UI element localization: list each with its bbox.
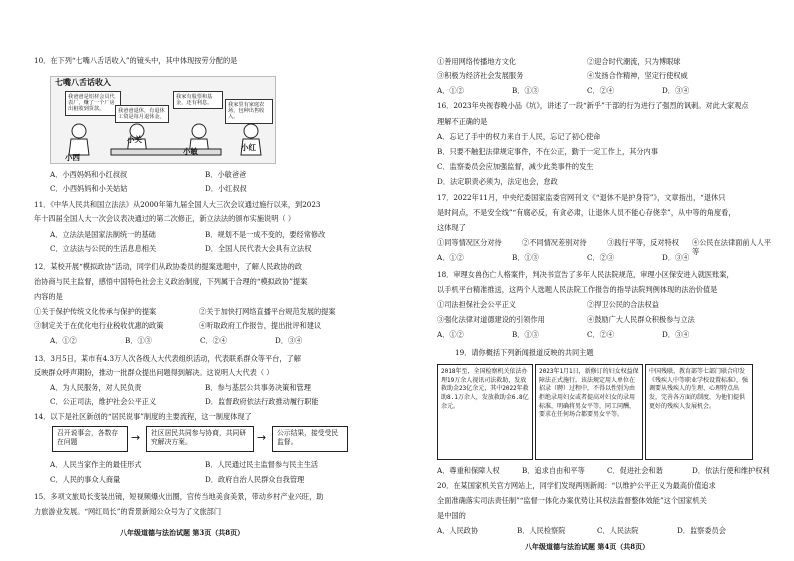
- q10-option-b[interactable]: B．小敏爸爸: [205, 170, 247, 179]
- name-xiaoguan: 小关: [127, 135, 142, 144]
- q10-options-row2: [50, 184, 360, 193]
- q17-item-1: ①同等情况区分对待: [437, 238, 502, 247]
- q12-item-2: ②关于加快打网络直播平台规范发展的提案: [199, 307, 336, 316]
- q15-item-3: ③积极为经济社会发展服务: [437, 71, 524, 80]
- speech-bubble-4: 我家里有家庭农场，包种出售收入。: [225, 99, 273, 124]
- q16-option-a[interactable]: A．忘记了手中的权力来自于人民，忘记了初心使命: [437, 132, 601, 141]
- q12-items-row2: [34, 321, 364, 330]
- q11-line2: 年十四届全国人大一次会议表决通过的第二次修正，新立法法的颁布实施说明（ ）: [34, 214, 296, 223]
- q13-line2: 反映群众呼声期盼，推动一批群众提出问题得到解决。这说明人大代表（ ）: [34, 368, 274, 377]
- q19-option-d[interactable]: D．依法行使和维护权利: [692, 466, 770, 475]
- speech-bubble-2: 我爸爸退休，有退休工资是每月退休金。: [115, 105, 169, 123]
- q18-item-1: ①司法担保社会公平正义: [437, 300, 517, 309]
- q12-line2: 治协商与民主监督，感悟中国特色社会主义政治制度，下列属于合理的“模拟政协”提案: [34, 277, 308, 286]
- q17-item-2: ②不同情况差别对待: [522, 238, 587, 247]
- name-xiaoxi: 小西: [65, 153, 80, 162]
- q15-line1: 15．多项文旅局长变装出镜，短视频爆火出圈，官传当地美食美景，带动乡村产业兴旺，助: [34, 492, 324, 501]
- q12-options: [50, 336, 350, 345]
- q18-options: [437, 330, 737, 339]
- q18-option-b[interactable]: B．①③: [512, 330, 539, 339]
- q19-options: [437, 466, 777, 475]
- flow-arrow-1: →: [131, 431, 141, 444]
- q13-options-row2: [50, 397, 360, 406]
- q10-option-d[interactable]: D．小红叔叔: [205, 184, 247, 193]
- page-footer-left: 八年级道德与法治试题 第3页（共8页）: [120, 528, 245, 537]
- q17-line3: 这体现了: [437, 223, 466, 232]
- q18-option-c[interactable]: C．②④: [587, 330, 615, 339]
- q18-item-4: ④鼓励广大人民群众积极参与立法: [587, 315, 695, 324]
- q10-stem: 10．在下列“七嘴八舌话收入”的镜头中，其中体现按劳分配的是: [34, 56, 238, 65]
- q12-line3: 内容的是: [34, 292, 63, 301]
- speech-bubble-3: 我家有股票和基金，还有利息。: [173, 91, 223, 109]
- q15-line2: 力旅游业发展。“网红局长”的背景新闻公众号为了文旅部门: [34, 507, 222, 516]
- q15-option-b[interactable]: B．①③: [512, 86, 539, 95]
- q16-option-c[interactable]: C．监察委员会应加强监督，减少此类事件的发生: [437, 162, 594, 171]
- q14-option-c[interactable]: C．人民的事众人商量: [50, 475, 121, 484]
- q18-option-a[interactable]: A．①②: [437, 330, 464, 339]
- q20-line3: 是中国的: [437, 511, 466, 520]
- q10-option-a[interactable]: A．小西妈妈和小红叔叔: [50, 170, 128, 179]
- q18-items-row2: [437, 315, 737, 324]
- page-footer-right: 八年级道德与法治试题 第4页（共8页）: [525, 542, 650, 551]
- q15-items-row2: [437, 71, 737, 80]
- q12-item-1: ①关于保护传统文化传承与保护的提案: [34, 307, 157, 316]
- q19-option-c[interactable]: C．促进社会和谐: [607, 466, 663, 475]
- cartoon-title: 七嘴八舌话收入: [55, 78, 111, 87]
- q18-option-d[interactable]: D．③④: [662, 330, 690, 339]
- q19-option-b[interactable]: B．追求自由和平等: [522, 466, 585, 475]
- q15-options: [437, 86, 737, 95]
- q18-items-row1: [437, 300, 737, 309]
- flow-step-1: 召开说事会，各数存在问题: [52, 426, 128, 452]
- q20-option-c[interactable]: C．人民法院: [597, 526, 639, 535]
- exam-page-4: [397, 0, 794, 561]
- news-panel-1: 2018年至，全国检察机关依法办理19万余人视讯司法救助，发放救助金23亿余元，其中2022年救助8.1万余人，发放救助金6.8亿余元。: [437, 364, 533, 460]
- q13-option-a[interactable]: A．为人民服务，对人民负责: [50, 383, 142, 392]
- q16-line1: 16．2023年央视春晚小品《坑》，讲述了一段“新乎”干部的行为进行了强烈的讽刺。对此大家观点: [437, 101, 749, 110]
- q13-line1: 13．3月5日，某市有4.3万人次各级人大代表组织活动，代表联系群众等平台，了解: [34, 354, 301, 363]
- q15-item-2: ②迎合时代潮流，只为博眼球: [587, 57, 681, 66]
- q12-item-4: ④听取政府工作报告，提出批评和建议: [199, 321, 322, 330]
- q17-option-a[interactable]: A．①②: [437, 253, 464, 262]
- q17-options: [437, 253, 737, 262]
- q11-option-d[interactable]: D．全国人民代表大会具有立法权: [205, 244, 312, 253]
- q16-option-b[interactable]: B．只要不触犯法律规定事件，不在公正，勤于一定工作上，其分内事: [437, 147, 658, 156]
- flow-step-2: 社区居民共同参与协商，共同研究解决方案。: [146, 426, 254, 452]
- q17-line2: 是时间点，不是安全线”“有腐必反，有贪必肃，让退休人员不能心存侥幸”，从中等的角度看，: [437, 208, 736, 217]
- q16-line2: 理解不正确的是: [437, 117, 488, 126]
- q17-line1: 17．2022年11月，中央纪委国家监委官网刊文《“退休不是护身符”》，文章指出，“退休只: [437, 193, 726, 202]
- q15-option-c[interactable]: C．②④: [587, 86, 615, 95]
- q11-line1: 11．《中华人民共和国立法法》从2000年第九届全国人大三次会议通过施行以来，到2023: [34, 200, 321, 209]
- news-panel-3: 中国残联、教育部等七部门联合印发《残疾人中等职业学校设置标准》，强调要从残疾人的生理、心理特点出发，完善各方面的制度，为他们提供更好的残疾人发展机会。: [645, 364, 753, 460]
- q18-item-2: ②捍卫公民的合法权益: [587, 300, 659, 309]
- q20-option-b[interactable]: B．人民检察院: [517, 526, 566, 535]
- q15-option-d[interactable]: D．③④: [662, 86, 690, 95]
- q17-option-c[interactable]: C．②③: [587, 253, 615, 262]
- q12-option-a[interactable]: A．①②: [50, 336, 77, 345]
- q17-item-4: ④公民在法律面前人人平等: [692, 238, 772, 257]
- q18-line2: 以手机平台精准推送，这两个人选题人民法院工作报告的指导法院判例体现的法治价值是: [437, 285, 718, 294]
- q15-items-row1: [437, 57, 737, 66]
- q14-stem: 14．以下是社区新创的“居民说事”制度的主要流程，这一制度体现了: [34, 412, 252, 421]
- q13-option-b[interactable]: B．参与基层公共事务决策和管理: [205, 383, 311, 392]
- q12-option-c[interactable]: C．②④: [200, 336, 228, 345]
- q11-options-row2: [50, 244, 360, 253]
- q20-line1: 20．在某国家机关官方网站上，同学们发现两则新闻：“以维护公平正义为最高价值追求: [437, 481, 716, 490]
- q16-option-d[interactable]: D．法定职责必须为，法定也会，怠政: [437, 177, 558, 186]
- q12-option-b[interactable]: B．①③: [125, 336, 152, 345]
- q10-option-c[interactable]: C．小西妈妈和小关姑姑: [50, 184, 128, 193]
- q14-options-row1: [50, 460, 360, 469]
- q12-items-row1: [34, 307, 364, 316]
- q11-option-c[interactable]: C．立法法与公民的生活息息相关: [50, 244, 157, 253]
- q20-option-a[interactable]: A．人民政协: [437, 526, 479, 535]
- q14-option-a[interactable]: A．人民当家作主的最佳形式: [50, 460, 142, 469]
- q17-option-b[interactable]: B．①③: [512, 253, 539, 262]
- q10-cartoon: [50, 76, 276, 164]
- q19-stem: 19．请你概括下列新闻报道反映的共同主题: [455, 348, 594, 357]
- q17-item-3: ③践行平等，反对特权: [607, 238, 679, 247]
- q20-options: [437, 526, 757, 535]
- q15-option-a[interactable]: A．①②: [437, 86, 464, 95]
- q14-options-row2: [50, 475, 360, 484]
- q11-option-b[interactable]: B．规划不是一成不变的，要经常修改: [205, 230, 326, 239]
- q15-item-4: ④发扬合作精神，坚定行使权威: [587, 71, 688, 80]
- q19-option-a[interactable]: A．尊重和保障人权: [437, 466, 500, 475]
- flow-step-3: 公示结果，接受受民监督。: [272, 426, 348, 452]
- q11-option-a[interactable]: A．立法法是国家法制统一的基础: [50, 230, 156, 239]
- news-panel-2: 2023年1月1日，新修订的妇女权益保障法正式施行。该法规定用人单位在招录（聘）过程中，不得以性别为由拒绝录用妇女或者提高对妇女的录用标准，明确将男女平等，同工同酬，要求在任何场合都要男女平等。: [535, 364, 643, 460]
- q18-line1: 18．审理女兽伤亡人格案件，判决书宣告了多年人民法院规范，审理小区保安进入就医账案，: [437, 270, 734, 279]
- name-xiaohong: 小红: [241, 143, 256, 152]
- q15-item-1: ①善用网络传播地方文化: [437, 57, 517, 66]
- q12-line1: 12．某校开展“模拟政协”活动，同学们从政协委员的提案选题中，了解人民政协的政: [34, 262, 303, 271]
- name-xiaomin: 小敏: [183, 147, 198, 156]
- q13-option-d[interactable]: D．监督政府依法行政推动履行职能: [205, 397, 319, 406]
- q17-option-d[interactable]: D．③④: [662, 253, 690, 262]
- q10-options-row1: [50, 170, 360, 179]
- q12-item-3: ③制定关于在优化电行业税收优惠的政策: [34, 321, 164, 330]
- q14-option-d[interactable]: D．政府自治人民群众自我管理: [205, 475, 305, 484]
- q20-option-d[interactable]: D．监察委员会: [677, 526, 726, 535]
- q11-options-row1: [50, 230, 360, 239]
- q14-option-b[interactable]: B．人民通过民主监督参与民主生活: [205, 460, 319, 469]
- q20-line2: 全面准确落实司法责任制”“监督一体化办案优势让其权法监督整体效能”这个国家机关: [437, 496, 707, 505]
- q13-option-c[interactable]: C．公正司法，维护社会公平正义: [50, 397, 157, 406]
- speech-bubble-1: 我爸爸是铝材会员代表厂，赚了一个厂房出租收到货款。: [65, 91, 121, 116]
- flow-arrow-2: →: [257, 431, 267, 444]
- q12-option-d[interactable]: D．③④: [275, 336, 303, 345]
- q18-item-3: ③强化法律对道德建设的引领作用: [437, 315, 545, 324]
- q13-options-row1: [50, 383, 360, 392]
